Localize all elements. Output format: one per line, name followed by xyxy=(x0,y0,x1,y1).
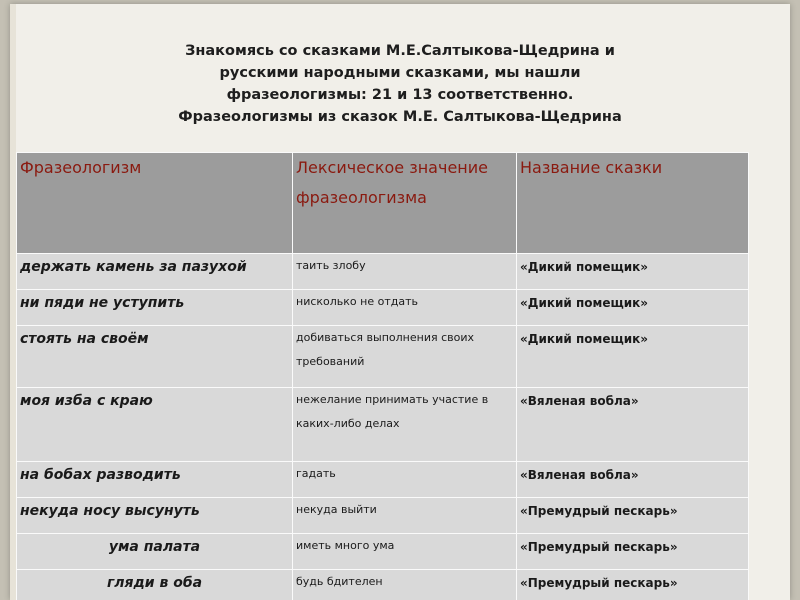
intro-line: Знакомясь со сказками М.Е.Салтыкова-Щедрина и xyxy=(185,43,615,59)
phrase-cell: некуда носу высунуть xyxy=(17,498,293,534)
header-tale-name: Название сказки xyxy=(517,153,749,254)
table-row xyxy=(17,290,749,326)
tale-cell: «Дикий помещик» xyxy=(517,254,749,290)
phrase-cell: моя изба с краю xyxy=(17,388,293,462)
table-row xyxy=(17,388,749,462)
slide xyxy=(10,4,790,600)
phraseologisms-table xyxy=(16,152,749,600)
meaning-cell: таить злобу xyxy=(293,254,517,290)
meaning-cell: добиваться выполнения своих требований xyxy=(293,326,517,388)
header-phraseologism: Фразеологизм xyxy=(17,153,293,254)
header-lexical-meaning: Лексическое значение фразеологизма xyxy=(293,153,517,254)
phrase-cell: гляди в оба xyxy=(17,570,293,600)
tale-cell: «Премудрый пескарь» xyxy=(517,534,749,570)
meaning-cell: некуда выйти xyxy=(293,498,517,534)
meaning-cell: будь бдителен xyxy=(293,570,517,600)
table-header-row xyxy=(17,153,749,254)
table-row xyxy=(17,462,749,498)
table-row xyxy=(17,570,749,600)
table-row xyxy=(17,534,749,570)
phrase-cell: на бобах разводить xyxy=(17,462,293,498)
tale-cell: «Вяленая вобла» xyxy=(517,388,749,462)
phrase-cell: ума палата xyxy=(17,534,293,570)
tale-cell: «Вяленая вобла» xyxy=(517,462,749,498)
table-row xyxy=(17,326,749,388)
meaning-cell: нежелание принимать участие в каких-либо делах xyxy=(293,388,517,462)
phrase-cell: держать камень за пазухой xyxy=(17,254,293,290)
intro-text xyxy=(100,40,700,128)
meaning-cell: гадать xyxy=(293,462,517,498)
tale-cell: «Дикий помещик» xyxy=(517,290,749,326)
tale-cell: «Премудрый пескарь» xyxy=(517,570,749,600)
table-row xyxy=(17,254,749,290)
tale-cell: «Премудрый пескарь» xyxy=(517,498,749,534)
phrase-cell: стоять на своём xyxy=(17,326,293,388)
table-row xyxy=(17,498,749,534)
meaning-cell: иметь много ума xyxy=(293,534,517,570)
phrase-cell: ни пяди не уступить xyxy=(17,290,293,326)
intro-line: русскими народными сказками, мы нашли xyxy=(219,65,581,81)
tale-cell: «Дикий помещик» xyxy=(517,326,749,388)
meaning-cell: нисколько не отдать xyxy=(293,290,517,326)
intro-line: фразеологизмы: 21 и 13 соответственно. xyxy=(226,87,574,103)
intro-line: Фразеологизмы из сказок М.Е. Салтыкова-Щедрина xyxy=(178,109,622,125)
